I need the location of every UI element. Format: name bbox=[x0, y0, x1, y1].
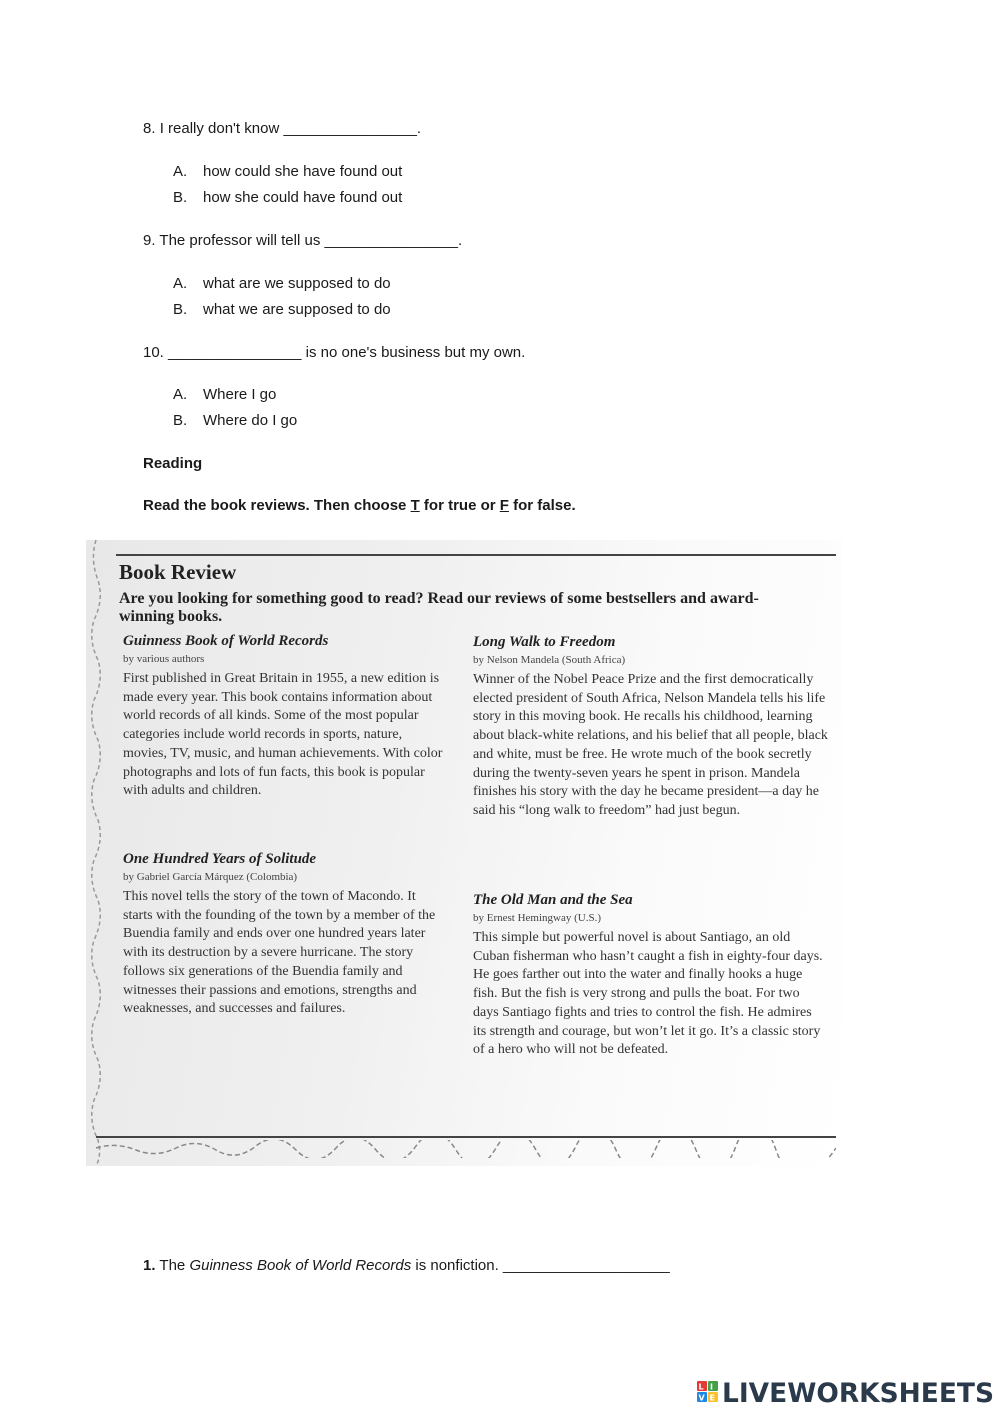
option-letter: B. bbox=[173, 189, 188, 206]
option-8b[interactable] bbox=[173, 188, 402, 208]
liveworksheets-logo[interactable] bbox=[697, 1375, 997, 1409]
svg-text:L: L bbox=[698, 1382, 704, 1392]
question-text: The bbox=[155, 1257, 190, 1274]
book-title: Guinness Book of World Records bbox=[123, 633, 329, 649]
option-10a[interactable] bbox=[173, 385, 276, 405]
instruction-text: Read the book reviews. Then choose bbox=[143, 497, 411, 514]
option-10b[interactable] bbox=[173, 411, 297, 431]
instruction-text: for false. bbox=[508, 497, 576, 514]
book-body: This simple but powerful novel is about Santiago, an old Cuban fisherman who hasn’t caught a fish in eighty-four days. He goes farther out into the water and finally hooks a huge fish. But the fish is very strong and pulls the boat. For two days Santiago fights and tries to control the fish. He admires its strength and courage, but won’t let it go. It’s a classic story of a hero who will not be defeated. bbox=[473, 930, 823, 1058]
question-10 bbox=[143, 343, 525, 363]
option-9b[interactable] bbox=[173, 300, 391, 320]
question-number: 1. bbox=[143, 1257, 156, 1274]
question-number: 9. bbox=[143, 232, 156, 249]
option-8a[interactable] bbox=[173, 162, 402, 182]
book-author: by various authors bbox=[123, 653, 205, 665]
book-body: Winner of the Nobel Peace Prize and the first democratically elected president of South Africa, Nelson Mandela tells his life story in this moving book. He recalls his childhood, learning about black-white relations, and his belief that all people, black and white, must be free. He wrote much of the book secretly during the twenty-seven years he spent in prison. Mandela finishes his story with the day he became president—a day he said his “long walk to freedom” had just begun. bbox=[473, 672, 828, 818]
question-number: 10. bbox=[143, 344, 164, 361]
option-text: how she could have found out bbox=[203, 189, 403, 206]
option-letter: A. bbox=[173, 275, 188, 292]
torn-edge-decoration bbox=[86, 540, 108, 1166]
book-author: by Nelson Mandela (South Africa) bbox=[473, 654, 626, 666]
question-9 bbox=[143, 231, 462, 251]
tf-question-1 bbox=[143, 1256, 670, 1276]
svg-text:I: I bbox=[710, 1382, 713, 1392]
question-stem: ________________ is no one's business but my own. bbox=[168, 344, 526, 361]
book-body: This novel tells the story of the town of Macondo. It starts with the founding of the town by a member of the Buendia family and ends over one hundred years later with its destruction by a severe hurricane. The story follows six generations of the Buendia family and witnesses their passions and emotions, strengths and weaknesses, and successes and failures. bbox=[123, 889, 436, 1017]
question-8 bbox=[143, 119, 421, 139]
book-title: One Hundred Years of Solitude bbox=[123, 851, 317, 867]
logo-mark-icon bbox=[697, 1375, 997, 1409]
option-9a[interactable] bbox=[173, 274, 391, 294]
svg-text:E: E bbox=[709, 1393, 715, 1403]
false-letter: F bbox=[499, 497, 509, 514]
reading-instruction bbox=[143, 496, 576, 516]
option-letter: B. bbox=[173, 412, 188, 429]
bottom-rule bbox=[96, 1136, 836, 1138]
torn-bottom-decoration bbox=[96, 1140, 836, 1158]
review-title: Book Review bbox=[119, 560, 237, 584]
option-text: how could she have found out bbox=[203, 163, 403, 180]
option-letter: A. bbox=[173, 386, 188, 403]
book-body: First published in Great Britain in 1955, a new edition is made every year. This book contains information about world records of all kinds. Some of the most popular categories include world records in sports, nature, movies, TV, music, and human achievements. With color photographs and lots of fun facts, this book is popular with adults and children. bbox=[123, 671, 443, 799]
question-book-title: Guinness Book of World Records bbox=[189, 1257, 412, 1274]
question-stem: The professor will tell us ________________. bbox=[159, 232, 463, 249]
instruction-text: for true or bbox=[419, 497, 500, 514]
svg-text:V: V bbox=[698, 1393, 705, 1403]
book-review-image bbox=[86, 540, 842, 1166]
option-text: what are we supposed to do bbox=[203, 275, 391, 292]
review-subtitle: Are you looking for something good to read? Read our reviews of some bestsellers and award-winning books. bbox=[119, 590, 759, 625]
true-letter: T bbox=[410, 497, 420, 514]
question-stem: I really don't know ________________. bbox=[159, 120, 422, 137]
option-letter: B. bbox=[173, 301, 188, 318]
book-title: The Old Man and the Sea bbox=[473, 892, 633, 908]
question-number: 8. bbox=[143, 120, 156, 137]
option-text: Where do I go bbox=[203, 412, 298, 429]
question-text: is nonfiction. ____________________ bbox=[411, 1257, 670, 1274]
book-author: by Gabriel García Márquez (Colombia) bbox=[123, 871, 298, 883]
option-letter: A. bbox=[173, 163, 188, 180]
top-rule bbox=[116, 554, 836, 556]
option-text: what we are supposed to do bbox=[203, 301, 391, 318]
reading-heading: Reading bbox=[143, 455, 203, 472]
book-author: by Ernest Hemingway (U.S.) bbox=[473, 912, 602, 924]
logo-text: LIVEWORKSHEETS bbox=[722, 1378, 994, 1409]
option-text: Where I go bbox=[203, 386, 277, 403]
book-title: Long Walk to Freedom bbox=[473, 634, 616, 650]
